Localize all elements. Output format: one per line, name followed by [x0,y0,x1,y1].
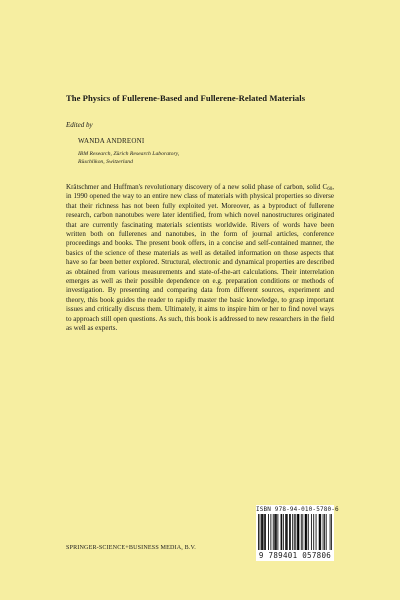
barcode-bar [290,514,291,550]
ean-digits: 9 789401 057806 [258,551,332,560]
barcode-bar [281,514,282,550]
editor-affiliation [78,150,278,166]
description-subscript: 60 [327,187,333,192]
barcode-bar [330,514,331,550]
barcode-bar [277,514,278,550]
barcode-bar [285,514,286,550]
barcode-bar [281,514,282,550]
barcode-bar [305,514,306,550]
barcode-bar [298,514,299,550]
barcode-bar [306,514,307,550]
barcode-bar [324,514,325,550]
barcode-bar [299,514,300,550]
barcode-bar [308,514,309,550]
barcode-bar [274,514,275,550]
barcode-bar [306,514,307,550]
barcode-bar [331,514,332,550]
barcode-bar [301,514,302,550]
barcode-bars [258,514,332,550]
publisher-name: SPRINGER-SCIENCE+BUSINESS MEDIA, B.V. [66,545,196,551]
barcode-bar [260,514,261,550]
affiliation-line-1: IBM Research, Zürich Research Laboratory, [78,151,180,157]
isbn-barcode [256,505,339,561]
barcode-bar [268,514,269,550]
barcode-bar [263,514,264,550]
barcode-bar [295,514,296,550]
barcode-bar [273,514,274,550]
edited-by-label: Edited by [66,121,93,129]
barcode-bar [302,514,303,550]
barcode-bar [316,514,317,550]
barcode-bar [319,514,320,550]
barcode-bar [275,514,276,550]
barcode-bar [292,514,293,550]
barcode-bar [261,514,262,550]
book-title: The Physics of Fullerene-Based and Fullerene-Related Materials [66,93,306,103]
barcode-bar [320,514,321,550]
barcode-bar [265,514,266,550]
barcode-bar [297,514,298,550]
barcode-bar [283,514,284,550]
barcode-bar [326,514,327,550]
barcode-bar [320,514,321,550]
barcode-bar [323,514,324,550]
barcode-bar [286,514,287,550]
barcode-bar [276,514,277,550]
editor-name: WANDA ANDREONI [78,137,145,145]
barcode-bar [270,514,271,550]
barcode-bar [258,514,259,550]
isbn-label: ISBN 978-94-010-5780-6 [256,506,339,513]
barcode-bar [287,514,288,550]
book-description [66,183,334,334]
description-part-1: Krätschmer and Huffman's revolutionary discovery of a new solid phase of carbon, solid C [66,183,328,191]
description-part-2: , in 1990 opened the way to an entire new class of materials with physical properties so diverse that their richness has not been fully exploited yet. Moreover, as a byproduct of fullerene research, carbon nanotubes were later identified, from which novel nanostructures originated that are currently fascinating materials scientists worldwide. Rivers of words have been written both on fullerenes and nanotubes, in the form of journal articles, conference proceedings and books. The present book offers, in a concise and self-contained manner, the basics of the science of these materials as well as detailed information on those aspects that have so far been better explored. Structural, electronic and dynamical properties are described as obtained from various measurements and state-of-the-art calculations. Their interrelation emerges as well as their possible dependence on e.g. preparation conditions or methods of investigation. By presenting and comparing data from different sources, experiment and theory, this book guides the reader to rapidly master the basic knowledge, to grasp important issues and critically discuss them. Ultimately, it aims to inspire him or her to find novel ways to approach still open questions. As such, this book is addressed to new researchers in the field as well as experts. [66,183,334,333]
barcode-bar [289,514,290,550]
barcode-bar [262,514,263,550]
barcode-bar [294,514,295,550]
barcode-bar [313,514,314,550]
barcode-bar [264,514,265,550]
barcode-bar [311,514,312,550]
affiliation-line-2: Rüschlikon, Switzerland [78,159,133,166]
